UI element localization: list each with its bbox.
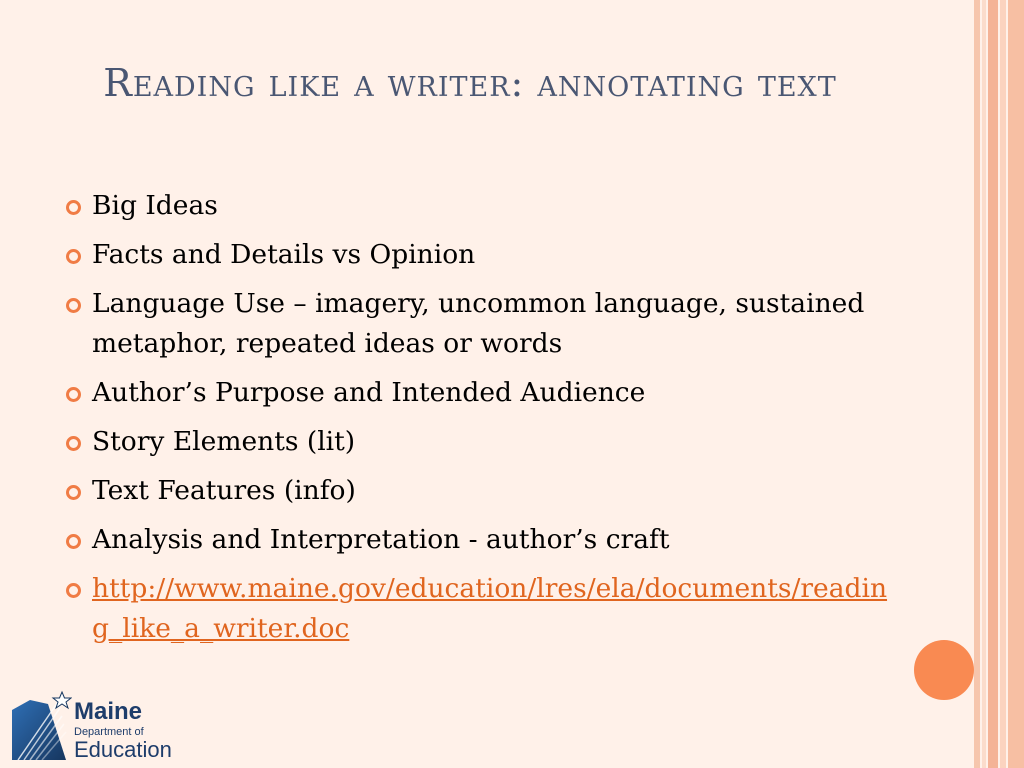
list-item — [62, 569, 892, 649]
list-item — [62, 284, 892, 364]
bullet-text: Big Ideas — [92, 190, 218, 221]
logo-emblem-icon — [8, 690, 72, 762]
bullet-icon — [66, 249, 81, 264]
bullet-text: Analysis and Interpretation - author’s craft — [92, 524, 670, 555]
bullet-icon — [66, 534, 81, 549]
maine-doe-logo — [8, 690, 208, 762]
logo-line-department: Department of — [74, 726, 144, 738]
bullet-icon — [66, 436, 81, 451]
bullet-icon — [66, 200, 81, 215]
bullet-text: Author’s Purpose and Intended Audience — [92, 377, 646, 408]
bullet-text: Text Features (info) — [92, 475, 356, 506]
bullet-icon — [66, 387, 81, 402]
list-item — [62, 373, 892, 413]
list-item — [62, 471, 892, 511]
bullet-icon — [66, 583, 81, 598]
bullet-list — [62, 186, 892, 658]
document-link[interactable]: http://www.maine.gov/education/lres/ela/documents/reading_like_a_writer.doc — [92, 573, 888, 644]
logo-line-maine: Maine — [74, 698, 143, 725]
list-item — [62, 520, 892, 560]
logo-line-education: Education — [74, 737, 172, 762]
list-item — [62, 235, 892, 275]
bullet-text: Language Use – imagery, uncommon language, sustained metaphor, repeated ideas or words — [92, 288, 865, 359]
bullet-icon — [66, 485, 81, 500]
list-item — [62, 422, 892, 462]
bullet-text: Facts and Details vs Opinion — [92, 239, 476, 270]
decorative-circle — [914, 640, 974, 700]
bullet-text: Story Elements (lit) — [92, 426, 356, 457]
slide-title: Reading like a writer: annotating text — [103, 61, 837, 105]
bullet-icon — [66, 298, 81, 313]
list-item — [62, 186, 892, 226]
decorative-stripes — [974, 0, 1024, 768]
